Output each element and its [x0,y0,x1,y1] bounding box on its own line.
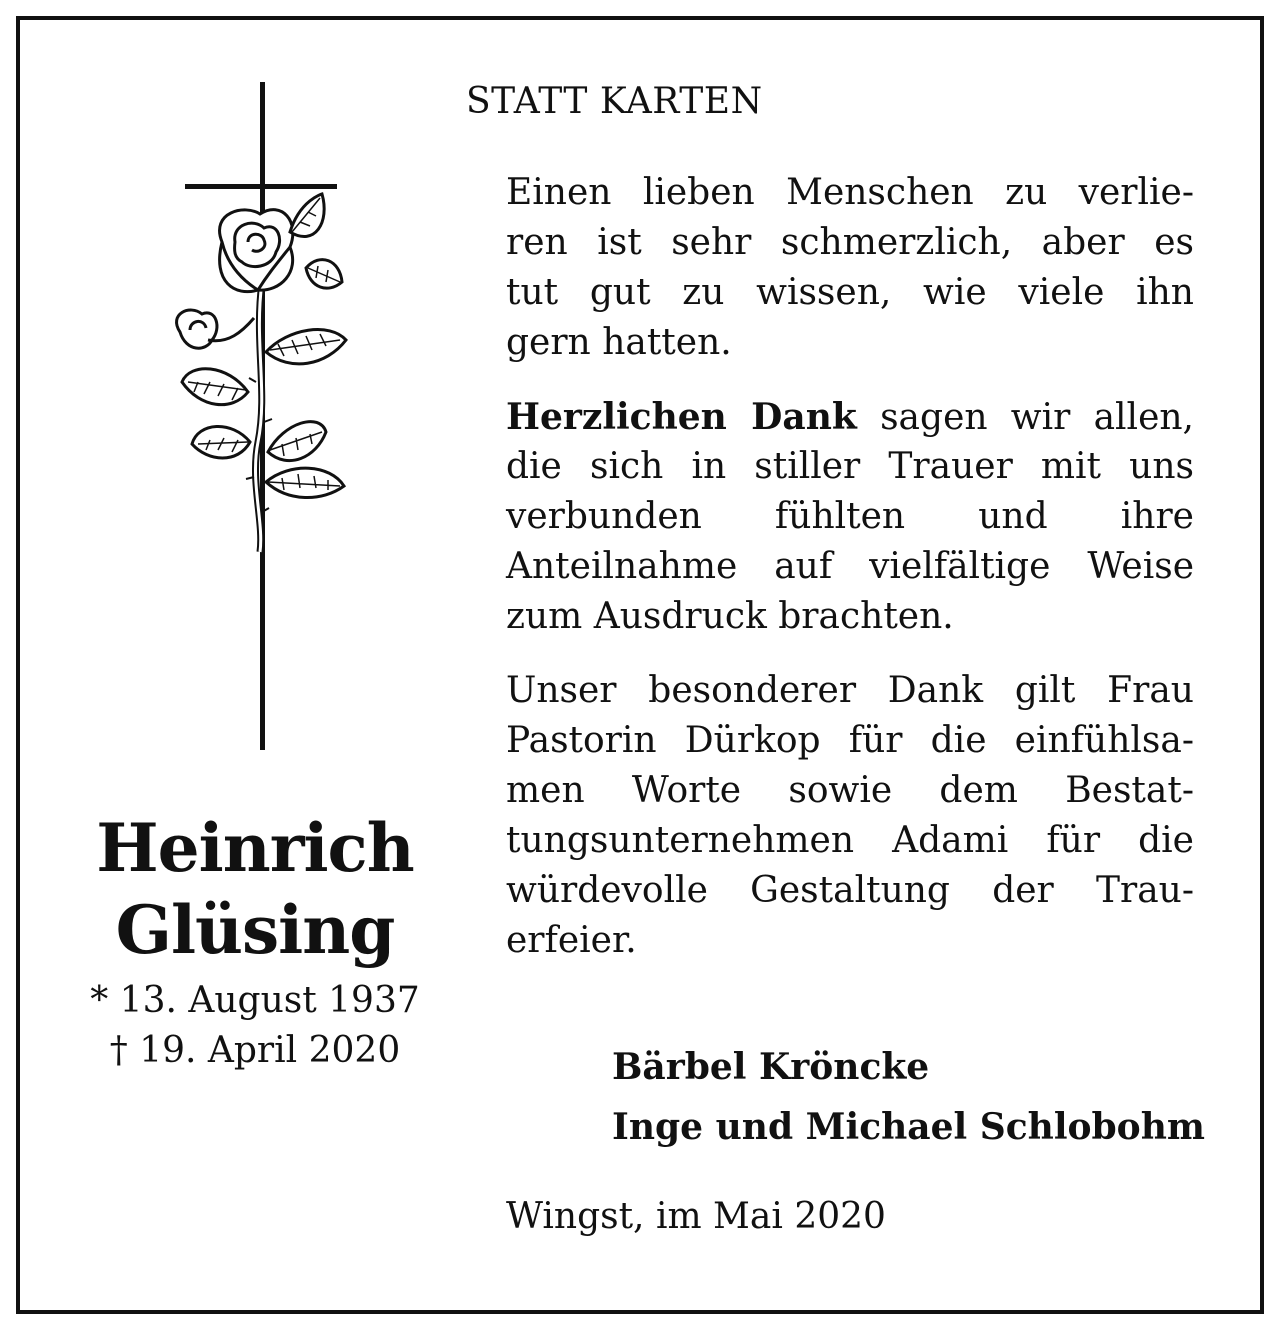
deceased-first-name: Heinrich [96,809,414,887]
paragraph-loss [506,168,1194,368]
text-line: verbunden fühlten und ihre [506,496,1194,537]
text-line: men Worte sowie dem Bestat- [506,770,1194,811]
paragraph-thanks [506,392,1194,642]
notice-header: STATT KARTEN [466,81,763,122]
text-line: die sich in stiller Trauer mit uns [506,446,1194,487]
death-date: † 19. April 2020 [109,1030,401,1071]
text-line: tungsunternehmen Adami für die [506,820,1194,861]
text-fragment: sagen wir allen, [856,397,1194,438]
text-line: Anteilnahme auf vielfältige Weise [506,546,1194,587]
text-line: würdevolle Gestaltung der Trau- [506,870,1194,911]
birth-date: * 13. August 1937 [90,980,420,1021]
text-line: Unser besonderer Dank gilt Frau [506,670,1194,711]
bold-lead: Herzlichen Dank [506,396,857,438]
text-line: Einen lieben Menschen zu verlie- [506,172,1194,213]
signature-2: Inge und Michael Schlobohm [612,1106,1205,1148]
text-line: erfeier. [506,920,637,961]
deceased-last-name: Glüsing [115,891,395,969]
text-line: Pastorin Dürkop für die einfühlsa- [506,720,1194,761]
text-line [506,392,1194,442]
signature-1: Bärbel Kröncke [612,1046,930,1088]
text-line: ren ist sehr schmerzlich, aber es [506,222,1194,263]
cross-with-rose-icon [150,82,370,752]
place-and-date: Wingst, im Mai 2020 [506,1196,886,1237]
text-line: zum Ausdruck brachten. [506,596,954,637]
paragraph-special-thanks [506,666,1194,966]
text-line: gern hatten. [506,322,732,363]
text-line: tut gut zu wissen, wie viele ihn [506,272,1194,313]
